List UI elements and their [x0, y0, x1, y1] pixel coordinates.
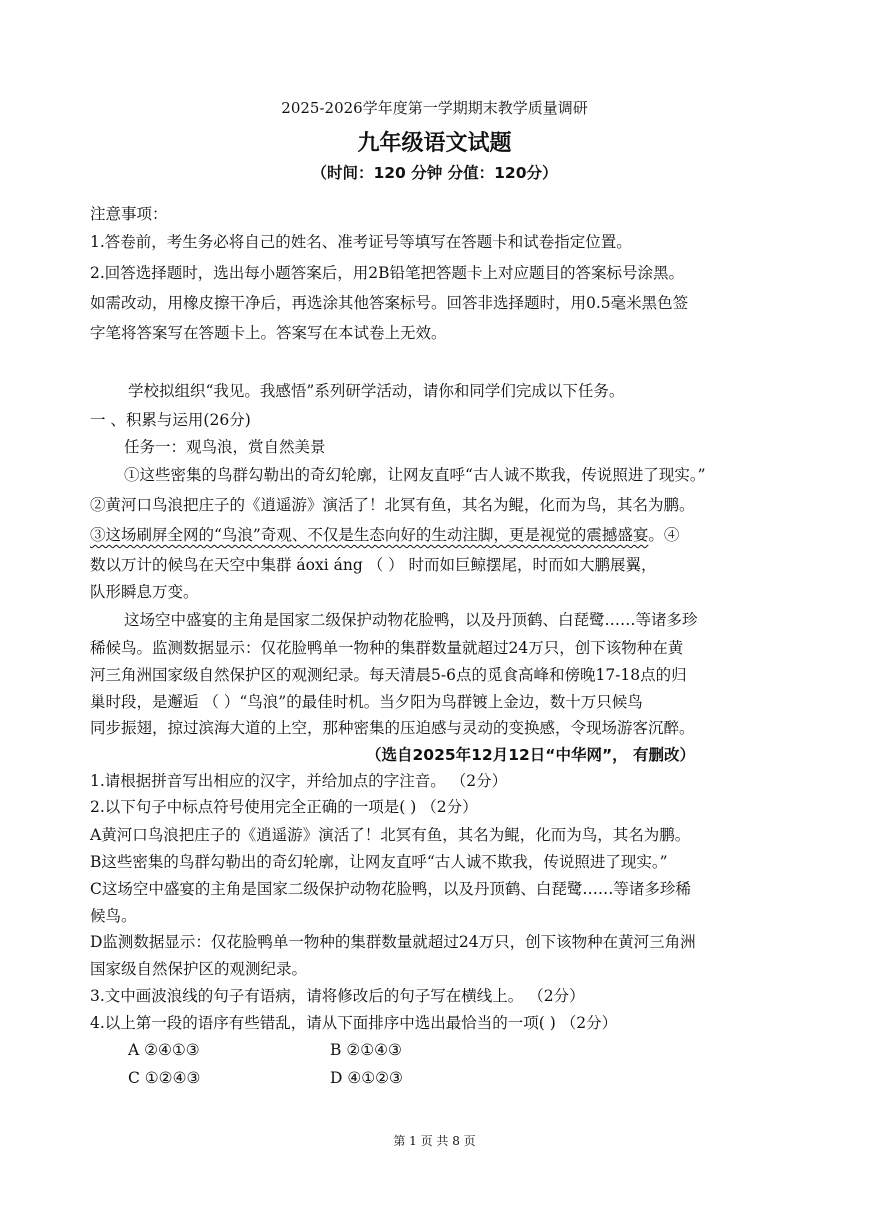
- passage-line: [90, 525, 679, 545]
- question-2-option-c-cont: 候鸟。: [90, 907, 137, 925]
- exam-title: 九年级语文试题: [357, 130, 512, 156]
- question-2-option-c: C这场空中盛宴的主角是国家二级保护动物花脸鸭，以及丹顶鹤、白琵鹭……等诸多珍稀: [90, 880, 691, 898]
- time-info: （时间：120 分钟 分值：120分）: [311, 164, 558, 182]
- notice-item-1: 1.答卷前，考生务必将自己的姓名、准考证号等填写在答题卡和试卷指定位置。: [90, 233, 632, 251]
- wavy-underlined-sentence: ③这场刷屏全网的“鸟浪”奇观、不仅是生态向好的生动注脚，更是视觉的震撼盛宴: [90, 526, 649, 544]
- passage-line: 同步振翅，掠过滨海大道的上空，那种密集的压迫感与灵动的变换感，令现场游客沉醉。: [90, 719, 695, 737]
- passage-line: ①这些密集的鸟群勾勒出的奇幻轮廓，让网友直呼“古人诚不欺我，传说照进了现实。”: [124, 466, 706, 484]
- page-footer: 第 1 页 共 8 页: [393, 1134, 476, 1148]
- notice-item-2c: 字笔将答案写在答题卡上。答案写在本试卷上无效。: [90, 324, 447, 342]
- passage-line: 数以万计的候鸟在天空中集群 áoxi áng （ ） 时而如巨鲸摆尾，时而如大鹏展翼，: [90, 556, 657, 574]
- question-2-option-a: A黄河口鸟浪把庄子的《逍遥游》演活了！北冥有鱼，其名为鲲，化而为鸟，其名为鹏。: [90, 826, 691, 844]
- question-2-option-d-cont: 国家级自然保护区的观测纪录。: [90, 960, 308, 978]
- question-4-option-c: C ①②④③: [128, 1069, 201, 1087]
- question-4-option-d: D ④①②③: [330, 1069, 403, 1087]
- notice-item-2b: 如需改动，用橡皮擦干净后，再选涂其他答案标号。回答非选择题时，用0.5毫米黑色签: [90, 294, 689, 312]
- intro-text: 学校拟组织“我见。我感悟”系列研学活动，请你和同学们完成以下任务。: [128, 382, 625, 400]
- passage-line: ②黄河口鸟浪把庄子的《逍遥游》演活了！北冥有鱼，其名为鲲，化而为鸟，其名为鹏。: [90, 496, 695, 514]
- question-2-option-d: D监测数据显示：仅花脸鸭单一物种的集群数量就超过24万只，创下该物种在黄河三角洲: [90, 933, 696, 951]
- passage-line: 队形瞬息万变。: [90, 583, 199, 601]
- question-1: 1.请根据拼音写出相应的汉字，并给加点的字注音。 （2分）: [90, 772, 508, 790]
- passage-line: 稀候鸟。监测数据显示：仅花脸鸭单一物种的集群数量就超过24万只，创下该物种在黄: [90, 639, 684, 657]
- notice-heading: 注意事项：: [90, 205, 168, 223]
- question-4: 4.以上第一段的语序有些错乱，请从下面排序中选出最恰当的一项( ) （2分）: [90, 1014, 618, 1032]
- passage-line: 这场空中盛宴的主角是国家二级保护动物花脸鸭，以及丹顶鹤、白琵鹭……等诸多珍: [124, 611, 698, 629]
- passage-line: 巢时段，是邂逅 （ ）“鸟浪”的最佳时机。当夕阳为鸟群镀上金边，数十万只候鸟: [90, 693, 643, 711]
- question-2-option-b: B这些密集的鸟群勾勒出的奇幻轮廓，让网友直呼“古人诚不欺我，传说照进了现实。”: [90, 853, 668, 871]
- question-2: 2.以下句子中标点符号使用完全正确的一项是( ) （2分）: [90, 798, 478, 816]
- section-heading: 一 、积累与运用(26分): [90, 411, 251, 429]
- passage-source: （选自2025年12月12日“中华网”， 有删改）: [366, 746, 696, 764]
- notice-item-2a: 2.回答选择题时，选出每小题答案后，用2B铅笔把答题卡上对应题目的答案标号涂黑。: [90, 264, 685, 282]
- task-1-heading: 任务一：观鸟浪，赏自然美景: [124, 438, 326, 456]
- passage-line: 河三角洲国家级自然保护区的观测纪录。每天清晨5-6点的觅食高峰和傍晚17-18点的归: [90, 666, 687, 684]
- question-3: 3.文中画波浪线的句子有语病，请将修改后的句子写在横线上。 （2分）: [90, 987, 585, 1005]
- question-4-option-b: B ②①④③: [330, 1041, 402, 1059]
- exam-subtitle: 2025-2026学年度第一学期期末教学质量调研: [281, 99, 588, 117]
- passage-text: 。④: [648, 526, 680, 544]
- question-4-option-a: A ②④①③: [128, 1041, 200, 1059]
